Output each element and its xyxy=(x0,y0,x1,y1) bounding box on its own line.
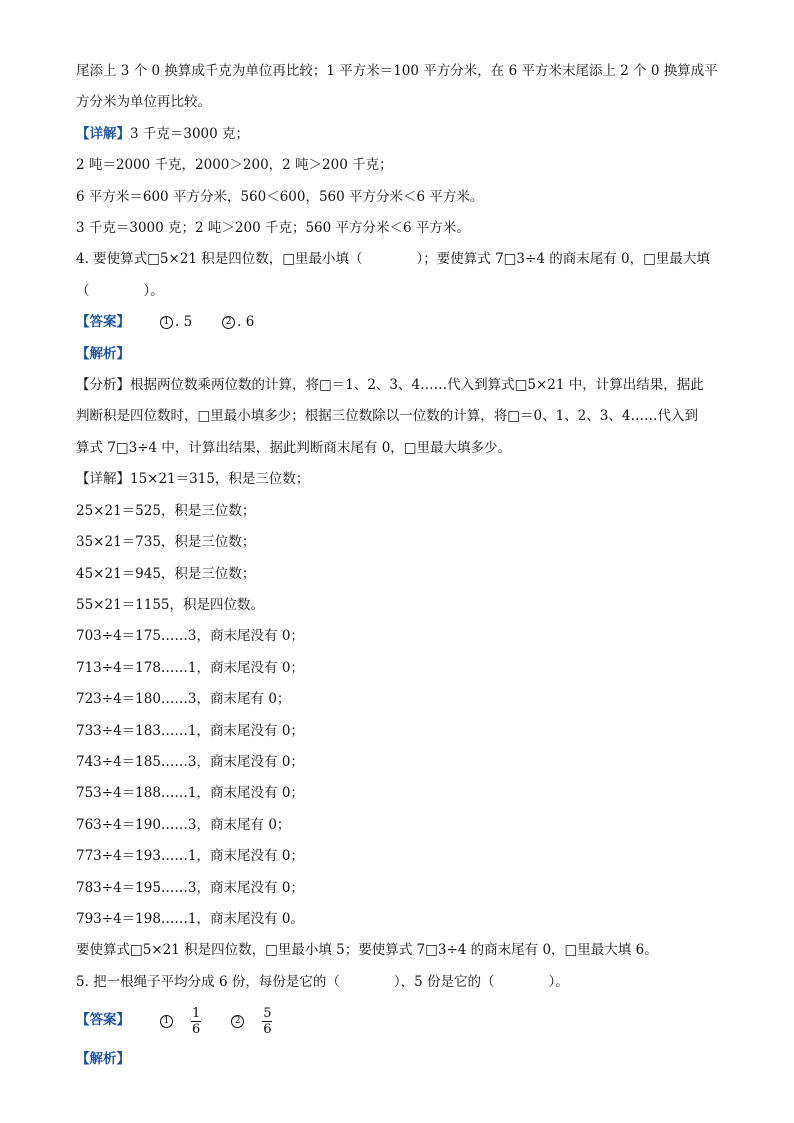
division-line: 773÷4＝193……1，商末尾没有 0； xyxy=(76,848,304,865)
analysis-heading xyxy=(76,1044,726,1075)
answer-item-2 xyxy=(222,307,254,338)
analysis-tag: 【解析】 xyxy=(76,1051,130,1068)
circled-number: 2 xyxy=(222,316,235,329)
analysis-heading xyxy=(76,339,726,370)
text-line: 2 吨＝2000 千克，2000＞200，2 吨＞200 千克； xyxy=(76,157,393,174)
conclusion-line: 要使算式□5×21 积是四位数，□里最小填 5；要使算式 7□3÷4 的商末尾有 0，□里最大填 6。 xyxy=(76,942,658,959)
detail-text: 3 千克＝3000 克； xyxy=(130,125,250,142)
circled-number: 2 xyxy=(231,1015,244,1028)
circled-number: 1 xyxy=(160,316,173,329)
division-line: 783÷4＝195……3，商末尾没有 0； xyxy=(76,879,304,896)
denominator: 6 xyxy=(263,1021,272,1037)
fraction xyxy=(191,1006,201,1037)
answer-tag: 【答案】 xyxy=(76,314,130,331)
xiangjie-tag: 【详解】 xyxy=(76,471,130,488)
xiangjie-text: 15×21＝315，积是三位数； xyxy=(130,471,310,488)
document-page xyxy=(76,56,726,1076)
fraction xyxy=(262,1006,272,1037)
fenxi-line-3: 算式 7□3÷4 中，计算出结果，据此判断商末尾有 0，□里最大填多少。 xyxy=(76,439,512,456)
fenxi-tag: 【分析】 xyxy=(76,377,130,394)
denominator: 6 xyxy=(192,1021,201,1037)
analysis-tag: 【解析】 xyxy=(76,345,130,362)
division-line: 713÷4＝178……1，商末尾没有 0； xyxy=(76,659,304,676)
division-line: 723÷4＝180……3，商末尾有 0； xyxy=(76,691,291,708)
answer-value: . 5 xyxy=(175,314,193,331)
question-4-line-1: 4. 要使算式□5×21 积是四位数，□里最小填（ ）；要使算式 7□3÷4 的商末尾有 0，□里最大填 xyxy=(76,251,710,268)
circled-number: 1 xyxy=(160,1015,173,1028)
text-line: 3 千克＝3000 克；2 吨＞200 千克；560 平方分米＜6 平方米。 xyxy=(76,220,470,237)
text-line: 尾添上 3 个 0 换算成千克为单位再比较；1 平方米＝100 平方分米，在 6 平方米末尾添上 2 个 0 换算成平 xyxy=(76,63,718,79)
answer-value: . 6 xyxy=(237,314,255,331)
numerator: 1 xyxy=(192,1005,201,1021)
fenxi-line-2: 判断积是四位数时，□里最小填多少；根据三位数除以一位数的计算，将□＝0、1、2、3、4……代入到 xyxy=(76,408,698,425)
calc-line: 45×21＝945，积是三位数； xyxy=(76,565,256,582)
calc-line: 25×21＝525，积是三位数； xyxy=(76,502,256,519)
answer-4 xyxy=(76,307,726,338)
division-line: 763÷4＝190……3，商末尾有 0； xyxy=(76,816,291,833)
detail-line xyxy=(76,119,726,150)
division-line: 753÷4＝188……1，商末尾没有 0； xyxy=(76,785,304,802)
answer-item-1 xyxy=(160,307,192,338)
division-line: 793÷4＝198……1，商末尾没有 0。 xyxy=(76,910,304,927)
text-line: 6 平方米＝600 平方分米，560＜600，560 平方分米＜6 平方米。 xyxy=(76,188,484,205)
xiangjie-line xyxy=(76,464,726,495)
question-5-line: 5. 把一根绳子平均分成 6 份，每份是它的（ ），5 份是它的（ ）。 xyxy=(76,973,569,990)
division-line: 733÷4＝183……1，商末尾没有 0； xyxy=(76,722,304,739)
division-line: 743÷4＝185……3，商末尾没有 0； xyxy=(76,753,304,770)
question-4-line-2: （ ）。 xyxy=(76,282,164,299)
answer-item-2 xyxy=(231,1006,272,1037)
division-line: 703÷4＝175……3，商末尾没有 0； xyxy=(76,628,304,645)
numerator: 5 xyxy=(263,1005,272,1021)
calc-line: 35×21＝735，积是三位数； xyxy=(76,534,256,551)
text-line: 方分米为单位再比较。 xyxy=(76,94,211,111)
answer-tag: 【答案】 xyxy=(76,1012,130,1029)
calc-line: 55×21＝1155，积是四位数。 xyxy=(76,596,265,613)
fenxi-text: 根据两位数乘两位数的计算，将□＝1、2、3、4……代入到算式□5×21 中，计算出结果，据此 xyxy=(130,377,704,394)
answer-item-1 xyxy=(160,1006,201,1037)
fenxi-line-1 xyxy=(76,370,726,401)
answer-5 xyxy=(76,998,726,1044)
detail-tag: 【详解】 xyxy=(76,125,130,142)
